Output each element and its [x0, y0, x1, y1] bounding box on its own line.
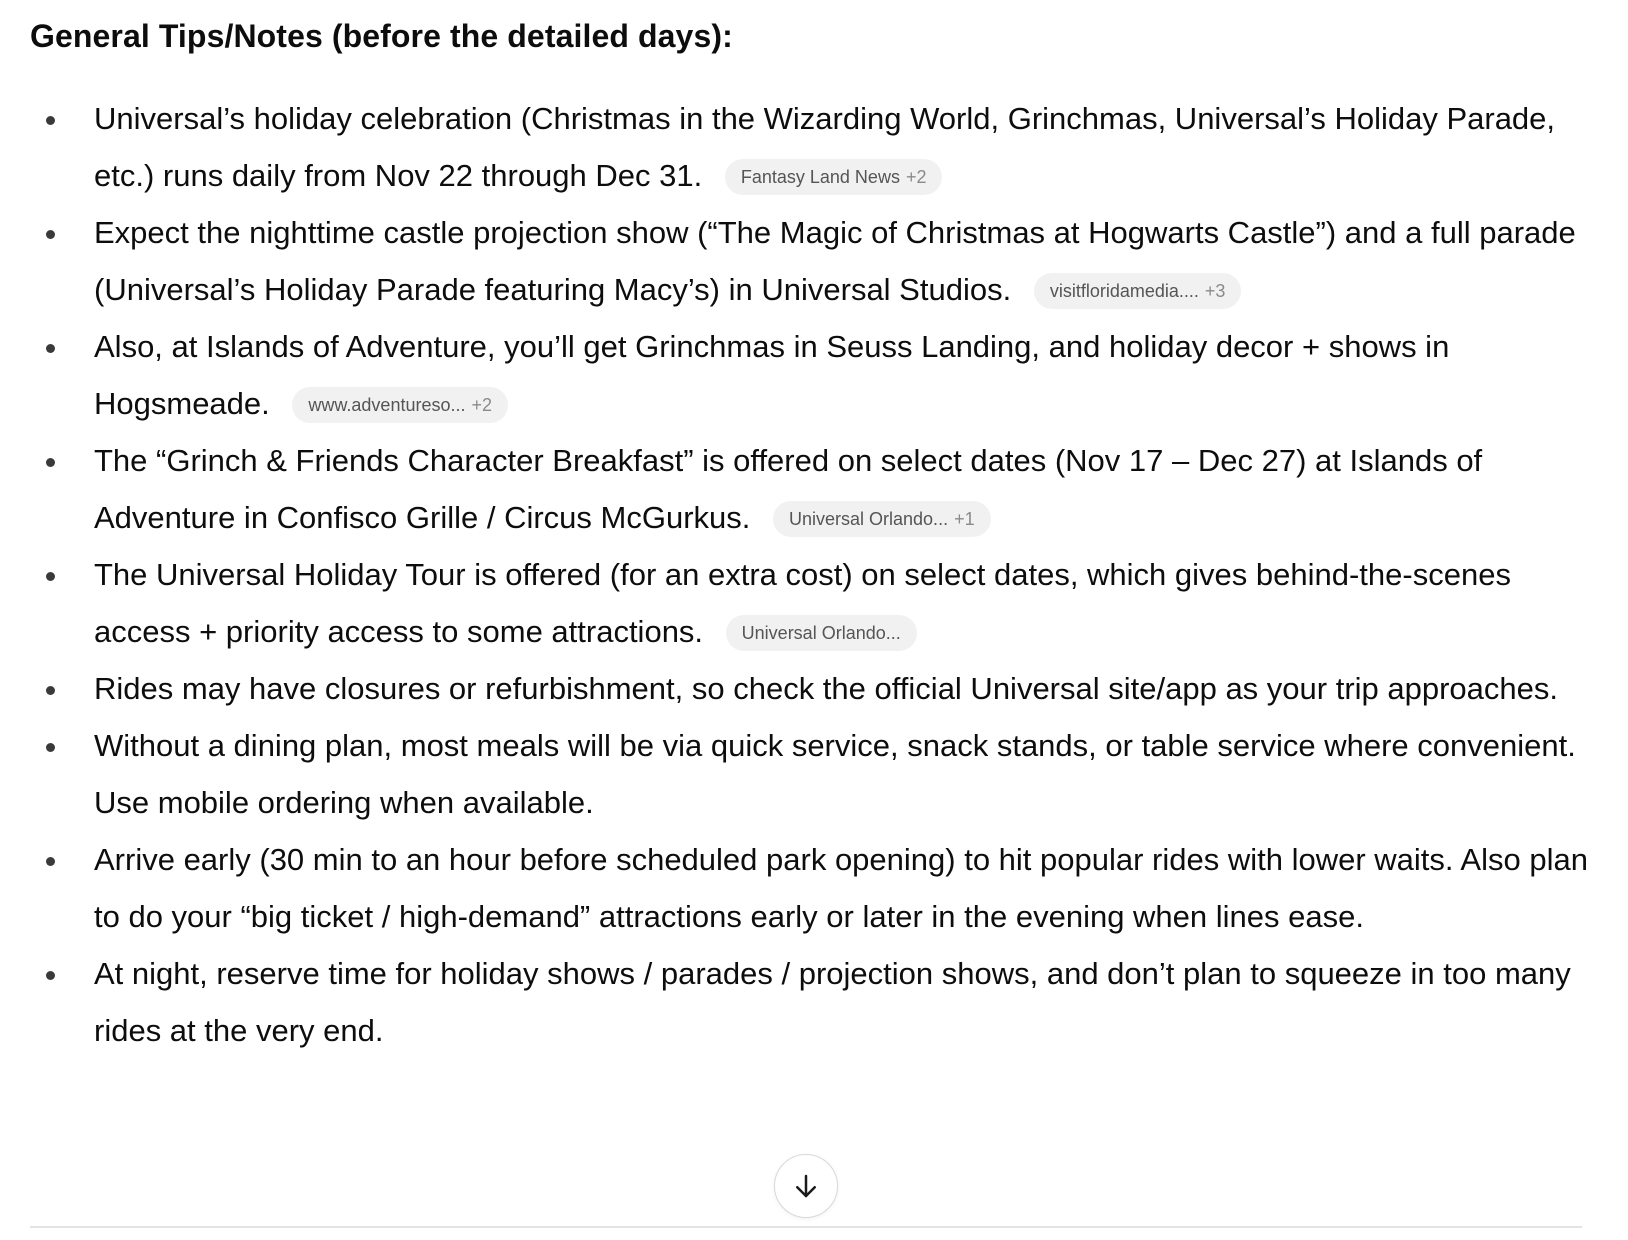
list-item — [30, 432, 1616, 546]
citation-pill[interactable] — [292, 387, 508, 423]
tips-list — [30, 90, 1600, 1059]
divider — [30, 1226, 1582, 1228]
bullet-icon — [46, 344, 55, 353]
list-item — [30, 318, 1616, 432]
bullet-icon — [46, 458, 55, 467]
list-item-text: Rides may have closures or refurbishment, so check the official Universal site/app as your trip approaches. — [94, 671, 1559, 706]
list-item-text: The Universal Holiday Tour is offered (for an extra cost) on select dates, which gives behind-the-scenes access + priority access to some attractions. — [94, 557, 1511, 649]
list-item — [30, 660, 1616, 717]
bullet-icon — [46, 686, 55, 695]
citation-source: visitfloridamedia.... — [1049, 281, 1199, 301]
citation-source: Universal Orlando... — [741, 623, 901, 643]
list-item — [30, 945, 1616, 1059]
list-item-text: Arrive early (30 min to an hour before scheduled park opening) to hit popular rides with lower waits. Also plan to do your “big ticket / high-demand” attractions early or later in the evening when lines ease. — [94, 842, 1588, 934]
message-content — [30, 0, 1600, 1059]
bullet-icon — [46, 572, 55, 581]
list-item — [30, 546, 1616, 660]
arrow-down-icon — [791, 1171, 821, 1201]
bullet-icon — [46, 971, 55, 980]
citation-pill[interactable] — [1034, 273, 1242, 309]
list-item-text: The “Grinch & Friends Character Breakfast” is offered on select dates (Nov 17 – Dec 27) at Islands of Adventure in Confisco Grille / Circus McGurkus. — [94, 443, 1483, 535]
list-item — [30, 717, 1616, 831]
citation-source: Fantasy Land News — [740, 167, 900, 187]
citation-pill[interactable] — [726, 615, 917, 651]
list-item — [30, 204, 1616, 318]
bullet-icon — [46, 116, 55, 125]
citation-count: +2 — [471, 395, 493, 415]
list-item-text: Universal’s holiday celebration (Christmas in the Wizarding World, Grinchmas, Universal’s Holiday Parade, etc.) runs daily from Nov 22 through Dec 31. — [94, 101, 1556, 193]
list-item-text: At night, reserve time for holiday shows / parades / projection shows, and don’t plan to squeeze in too many rides at the very end. — [94, 956, 1571, 1048]
list-item-text: Without a dining plan, most meals will be via quick service, snack stands, or table service where convenient. Use mobile ordering when available. — [94, 728, 1576, 820]
scroll-to-bottom-button[interactable] — [774, 1154, 838, 1218]
citation-source: Universal Orlando... — [789, 509, 949, 529]
bullet-icon — [46, 857, 55, 866]
list-item-text: Also, at Islands of Adventure, you’ll get Grinchmas in Seuss Landing, and holiday decor + shows in Hogsmeade. — [94, 329, 1450, 421]
section-heading: General Tips/Notes (before the detailed days): — [30, 18, 733, 54]
citation-source: www.adventureso... — [308, 395, 466, 415]
citation-count: +3 — [1204, 281, 1226, 301]
bullet-icon — [46, 743, 55, 752]
list-item — [30, 831, 1616, 945]
citation-pill[interactable] — [725, 159, 943, 195]
list-item — [30, 90, 1616, 204]
citation-pill[interactable] — [773, 501, 991, 537]
citation-count: +1 — [954, 509, 975, 529]
list-item-text: Expect the nighttime castle projection show (“The Magic of Christmas at Hogwarts Castle”) and a full parade (Universal’s Holiday Parade featuring Macy’s) in Universal Studios. — [94, 215, 1576, 307]
bullet-icon — [46, 230, 55, 239]
citation-count: +2 — [905, 167, 927, 187]
